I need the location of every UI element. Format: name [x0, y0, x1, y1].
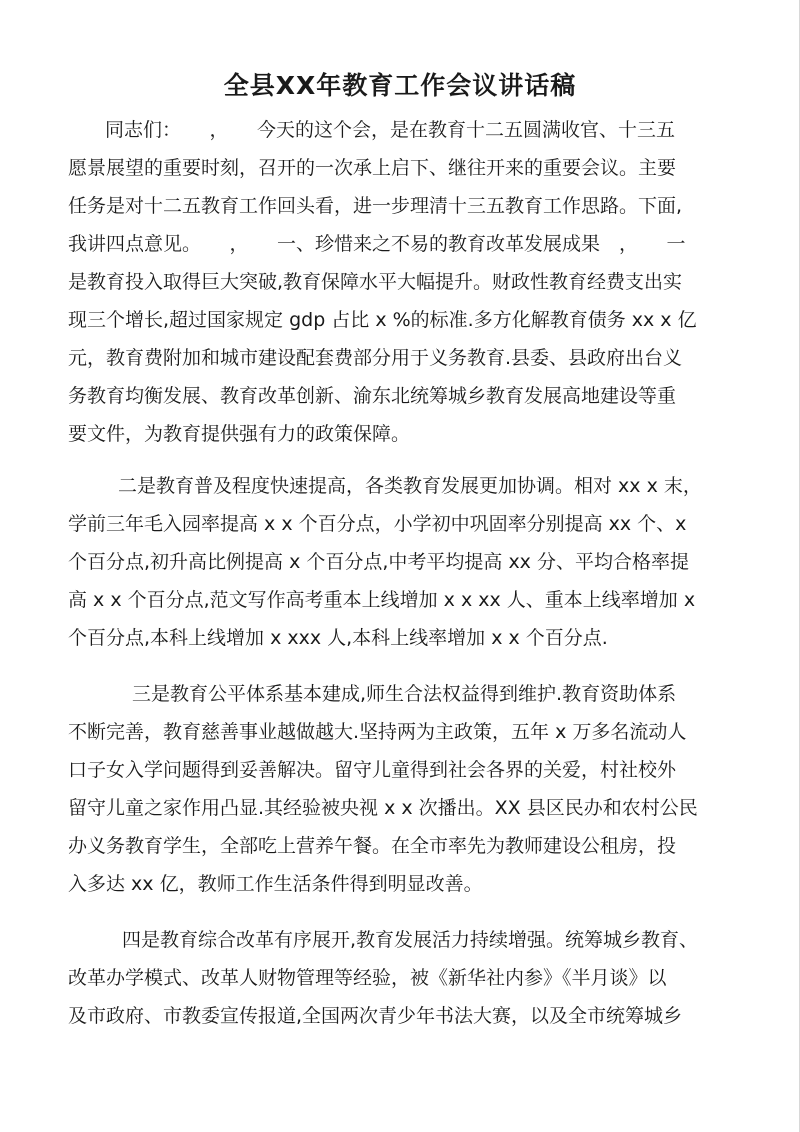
text-line: 务教育均衡发展、教育改革创新、渝东北统筹城乡教育发展高地建设等重: [68, 385, 677, 407]
document-title: 全县XX年教育工作会议讲话稿: [223, 71, 577, 100]
text-line: 是教育投入取得巨大突破,教育保障水平大幅提升。财政性教育经费支出实: [68, 271, 683, 293]
text-line: 及市政府、市教委宣传报道,全国两次青少年书法大赛，以及全市统筹城乡: [68, 1005, 683, 1027]
text-line: 留守儿童之家作用凸显.其经验被央视 x x 次播出。XX 县区民办和农村公民: [68, 797, 698, 819]
text-line: 二是教育普及程度快速提高，各类教育发展更加协调。相对 xx x 末，: [118, 475, 702, 497]
text-line: 个百分点,本科上线增加 x xxx 人,本科上线率增加 x x 个百分点.: [68, 627, 608, 649]
text-line: 个百分点,初升高比例提高 x 个百分点,中考平均提高 xx 分、平均合格率提: [68, 551, 689, 573]
text-line: 愿景展望的重要时刻，召开的一次承上启下、继往开来的重要会议。主要: [68, 157, 677, 179]
text-line: 高 x x 个百分点,范文写作高考重本上线增加 x x xx 人、重本上线率增加 x: [68, 589, 696, 611]
text-line: 三是教育公平体系基本建成,师生合法权益得到维护.教育资助体系: [132, 683, 677, 705]
text-line: 学前三年毛入园率提高 x x 个百分点，小学初中巩固率分别提高 xx 个、x: [68, 513, 687, 535]
text-line: 入多达 xx 亿，教师工作生活条件得到明显改善。: [68, 873, 483, 895]
text-line: 元，教育费附加和城市建设配套费部分用于义务教育.县委、县政府出台义: [68, 347, 683, 369]
text-line: 要文件，为教育提供强有力的政策保障。: [68, 423, 411, 445]
text-line: 四是教育综合改革有序展开,教育发展活力持续增强。统筹城乡教育、: [122, 929, 699, 951]
text-line: 同志们： ， 今天的这个会，是在教育十二五圆满收官、十三五: [105, 119, 676, 141]
text-line: 不断完善，教育慈善事业越做越大.坚持两为主政策，五年 x 万多名流动人: [68, 721, 687, 743]
text-line: 口子女入学问题得到妥善解决。留守儿童得到社会各界的关爱，村社校外: [68, 759, 677, 781]
text-line: 办义务教育学生，全部吃上营养午餐。在全市率先为教师建设公租房，投: [68, 835, 677, 857]
text-line: 改革办学模式、改革人财物管理等经验，被《新华社内参》《半月谈》以: [68, 967, 667, 989]
text-line: 我讲四点意见。 ， 一、珍惜来之不易的教育改革发展成果 ， 一: [68, 233, 686, 255]
text-line: 现三个增长,超过国家规定 gdp 占比 x %的标准.多方化解教育债务 xx x 亿: [68, 309, 697, 331]
text-line: 任务是对十二五教育工作回头看，进一步理清十三五教育工作思路。下面,: [68, 195, 683, 217]
